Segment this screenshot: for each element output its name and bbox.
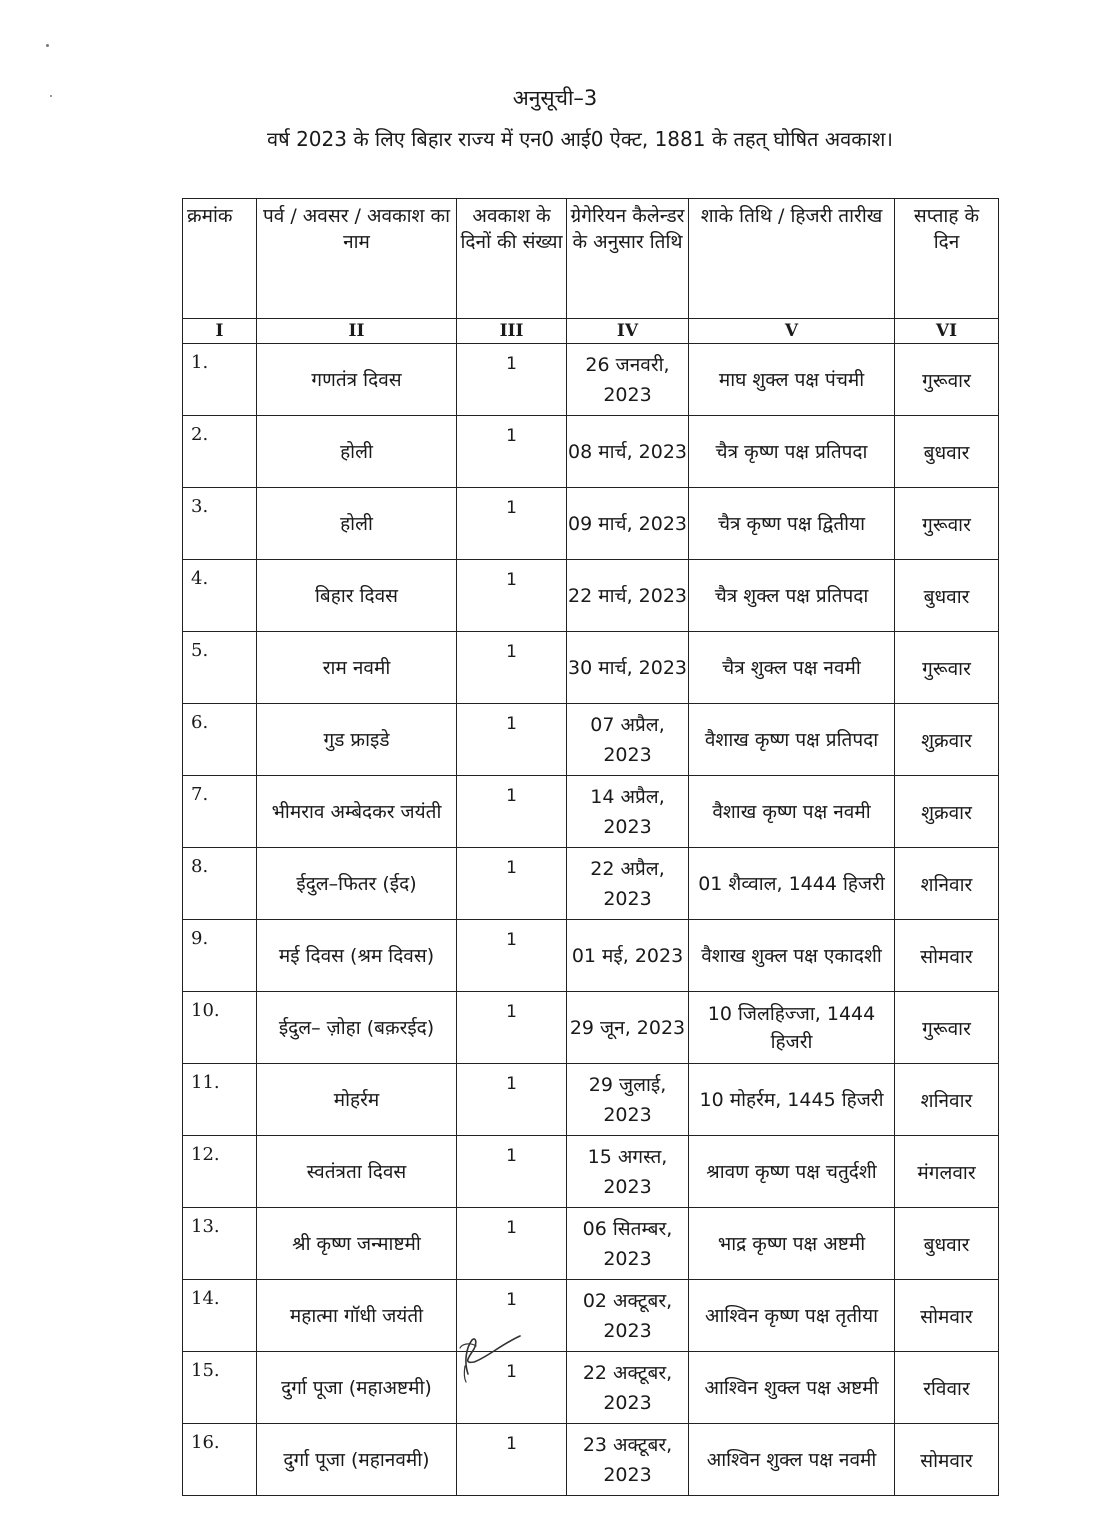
weekday-cell: बुधवार — [895, 416, 999, 488]
holiday-name-cell: ईदुल–फितर (ईद) — [257, 848, 457, 920]
shaka-hijri-date-cell: आश्विन शुक्ल पक्ष नवमी — [689, 1424, 895, 1496]
weekday-cell: शनिवार — [895, 848, 999, 920]
roman-numeral: IV — [567, 319, 689, 344]
scan-speck — [46, 44, 49, 47]
serial-number-cell: 13. — [183, 1208, 257, 1280]
gregorian-date-cell: 02 अक्टूबर, 2023 — [567, 1280, 689, 1352]
holiday-name-cell: दुर्गा पूजा (महाअष्टमी) — [257, 1352, 457, 1424]
serial-number-cell: 6. — [183, 704, 257, 776]
gregorian-date-cell: 07 अप्रैल, 2023 — [567, 704, 689, 776]
roman-numeral: II — [257, 319, 457, 344]
serial-number-cell: 15. — [183, 1352, 257, 1424]
weekday-cell: गुरूवार — [895, 488, 999, 560]
header-sno: क्रमांक — [183, 199, 257, 319]
table-row — [183, 920, 999, 992]
table-row — [183, 1064, 999, 1136]
roman-numeral-row — [183, 319, 999, 344]
days-count-cell: 1 — [457, 1280, 567, 1352]
header-date: ग्रेगेरियन कैलेन्डर के अनुसार तिथि — [567, 199, 689, 319]
page-title: अनुसूची–3 — [512, 86, 598, 110]
serial-number-cell: 7. — [183, 776, 257, 848]
gregorian-date-cell: 15 अगस्त, 2023 — [567, 1136, 689, 1208]
days-count-cell: 1 — [457, 632, 567, 704]
shaka-hijri-date-cell: श्रावण कृष्ण पक्ष चतुर्दशी — [689, 1136, 895, 1208]
shaka-hijri-date-cell: चैत्र शुक्ल पक्ष प्रतिपदा — [689, 560, 895, 632]
serial-number-cell: 9. — [183, 920, 257, 992]
holiday-name-cell: होली — [257, 488, 457, 560]
roman-numeral: III — [457, 319, 567, 344]
gregorian-date-cell: 30 मार्च, 2023 — [567, 632, 689, 704]
table-row — [183, 416, 999, 488]
weekday-cell: गुरूवार — [895, 632, 999, 704]
days-count-cell: 1 — [457, 776, 567, 848]
header-row — [183, 199, 999, 319]
table-row — [183, 1208, 999, 1280]
weekday-cell: सोमवार — [895, 1424, 999, 1496]
days-count-cell: 1 — [457, 848, 567, 920]
holiday-name-cell: मोहर्रम — [257, 1064, 457, 1136]
roman-numeral: I — [183, 319, 257, 344]
handwritten-signature — [452, 1322, 527, 1384]
serial-number-cell: 10. — [183, 992, 257, 1064]
weekday-cell: शुक्रवार — [895, 704, 999, 776]
days-count-cell: 1 — [457, 560, 567, 632]
weekday-cell: मंगलवार — [895, 1136, 999, 1208]
header-weekday: सप्ताह के दिन — [895, 199, 999, 319]
shaka-hijri-date-cell: वैशाख शुक्ल पक्ष एकादशी — [689, 920, 895, 992]
serial-number-cell: 14. — [183, 1280, 257, 1352]
holiday-name-cell: स्वतंत्रता दिवस — [257, 1136, 457, 1208]
shaka-hijri-date-cell: चैत्र कृष्ण पक्ष द्वितीया — [689, 488, 895, 560]
days-count-cell: 1 — [457, 1064, 567, 1136]
page-subtitle: वर्ष 2023 के लिए बिहार राज्य में एन0 आई0 ऐक्ट, 1881 के तहत् घोषित अवकाश। — [267, 127, 893, 151]
gregorian-date-cell: 14 अप्रैल, 2023 — [567, 776, 689, 848]
gregorian-date-cell: 09 मार्च, 2023 — [567, 488, 689, 560]
days-count-cell: 1 — [457, 488, 567, 560]
holiday-name-cell: भीमराव अम्बेदकर जयंती — [257, 776, 457, 848]
table-row — [183, 848, 999, 920]
weekday-cell: शुक्रवार — [895, 776, 999, 848]
table-row — [183, 1280, 999, 1352]
weekday-cell: गुरूवार — [895, 992, 999, 1064]
table-row — [183, 1352, 999, 1424]
gregorian-date-cell: 23 अक्टूबर, 2023 — [567, 1424, 689, 1496]
serial-number-cell: 8. — [183, 848, 257, 920]
table-row — [183, 776, 999, 848]
serial-number-cell: 3. — [183, 488, 257, 560]
days-count-cell: 1 — [457, 992, 567, 1064]
holiday-name-cell: ईदुल– ज़ोहा (बक़रईद) — [257, 992, 457, 1064]
days-count-cell: 1 — [457, 1424, 567, 1496]
weekday-cell: बुधवार — [895, 1208, 999, 1280]
holiday-name-cell: मई दिवस (श्रम दिवस) — [257, 920, 457, 992]
serial-number-cell: 5. — [183, 632, 257, 704]
weekday-cell: शनिवार — [895, 1064, 999, 1136]
shaka-hijri-date-cell: चैत्र कृष्ण पक्ष प्रतिपदा — [689, 416, 895, 488]
header-days: अवकाश के दिनों की संख्या — [457, 199, 567, 319]
gregorian-date-cell: 26 जनवरी, 2023 — [567, 344, 689, 416]
weekday-cell: रविवार — [895, 1352, 999, 1424]
days-count-cell: 1 — [457, 1352, 567, 1424]
table-row — [183, 992, 999, 1064]
serial-number-cell: 12. — [183, 1136, 257, 1208]
header-name: पर्व / अवसर / अवकाश का नाम — [257, 199, 457, 319]
shaka-hijri-date-cell: वैशाख कृष्ण पक्ष नवमी — [689, 776, 895, 848]
holiday-name-cell: श्री कृष्ण जन्माष्टमी — [257, 1208, 457, 1280]
gregorian-date-cell: 06 सितम्बर, 2023 — [567, 1208, 689, 1280]
shaka-hijri-date-cell: माघ शुक्ल पक्ष पंचमी — [689, 344, 895, 416]
table-row — [183, 344, 999, 416]
days-count-cell: 1 — [457, 416, 567, 488]
roman-numeral: VI — [895, 319, 999, 344]
holiday-table — [182, 198, 999, 1496]
shaka-hijri-date-cell: आश्विन कृष्ण पक्ष तृतीया — [689, 1280, 895, 1352]
gregorian-date-cell: 22 मार्च, 2023 — [567, 560, 689, 632]
weekday-cell: गुरूवार — [895, 344, 999, 416]
table-row — [183, 1136, 999, 1208]
days-count-cell: 1 — [457, 1208, 567, 1280]
holiday-name-cell: गुड फ्राइडे — [257, 704, 457, 776]
holiday-name-cell: बिहार दिवस — [257, 560, 457, 632]
days-count-cell: 1 — [457, 344, 567, 416]
gregorian-date-cell: 01 मई, 2023 — [567, 920, 689, 992]
serial-number-cell: 1. — [183, 344, 257, 416]
shaka-hijri-date-cell: चैत्र शुक्ल पक्ष नवमी — [689, 632, 895, 704]
table-row — [183, 704, 999, 776]
serial-number-cell: 16. — [183, 1424, 257, 1496]
shaka-hijri-date-cell: भाद्र कृष्ण पक्ष अष्टमी — [689, 1208, 895, 1280]
days-count-cell: 1 — [457, 704, 567, 776]
weekday-cell: सोमवार — [895, 1280, 999, 1352]
table-row — [183, 488, 999, 560]
gregorian-date-cell: 29 जुलाई, 2023 — [567, 1064, 689, 1136]
table-row — [183, 1424, 999, 1496]
table-row — [183, 560, 999, 632]
shaka-hijri-date-cell: 10 मोहर्रम, 1445 हिजरी — [689, 1064, 895, 1136]
serial-number-cell: 2. — [183, 416, 257, 488]
shaka-hijri-date-cell: आश्विन शुक्ल पक्ष अष्टमी — [689, 1352, 895, 1424]
gregorian-date-cell: 22 अक्टूबर, 2023 — [567, 1352, 689, 1424]
holiday-name-cell: दुर्गा पूजा (महानवमी) — [257, 1424, 457, 1496]
days-count-cell: 1 — [457, 1136, 567, 1208]
days-count-cell: 1 — [457, 920, 567, 992]
table-row — [183, 632, 999, 704]
shaka-hijri-date-cell: 10 जिलहिज्जा, 1444 हिजरी — [689, 992, 895, 1064]
shaka-hijri-date-cell: 01 शैव्वाल, 1444 हिजरी — [689, 848, 895, 920]
holiday-name-cell: गणतंत्र दिवस — [257, 344, 457, 416]
holiday-name-cell: महात्मा गॉधी जयंती — [257, 1280, 457, 1352]
serial-number-cell: 11. — [183, 1064, 257, 1136]
gregorian-date-cell: 22 अप्रैल, 2023 — [567, 848, 689, 920]
holiday-name-cell: होली — [257, 416, 457, 488]
shaka-hijri-date-cell: वैशाख कृष्ण पक्ष प्रतिपदा — [689, 704, 895, 776]
roman-numeral: V — [689, 319, 895, 344]
weekday-cell: सोमवार — [895, 920, 999, 992]
holiday-name-cell: राम नवमी — [257, 632, 457, 704]
header-shaka: शाके तिथि / हिजरी तारीख — [689, 199, 895, 319]
gregorian-date-cell: 29 जून, 2023 — [567, 992, 689, 1064]
weekday-cell: बुधवार — [895, 560, 999, 632]
gregorian-date-cell: 08 मार्च, 2023 — [567, 416, 689, 488]
serial-number-cell: 4. — [183, 560, 257, 632]
